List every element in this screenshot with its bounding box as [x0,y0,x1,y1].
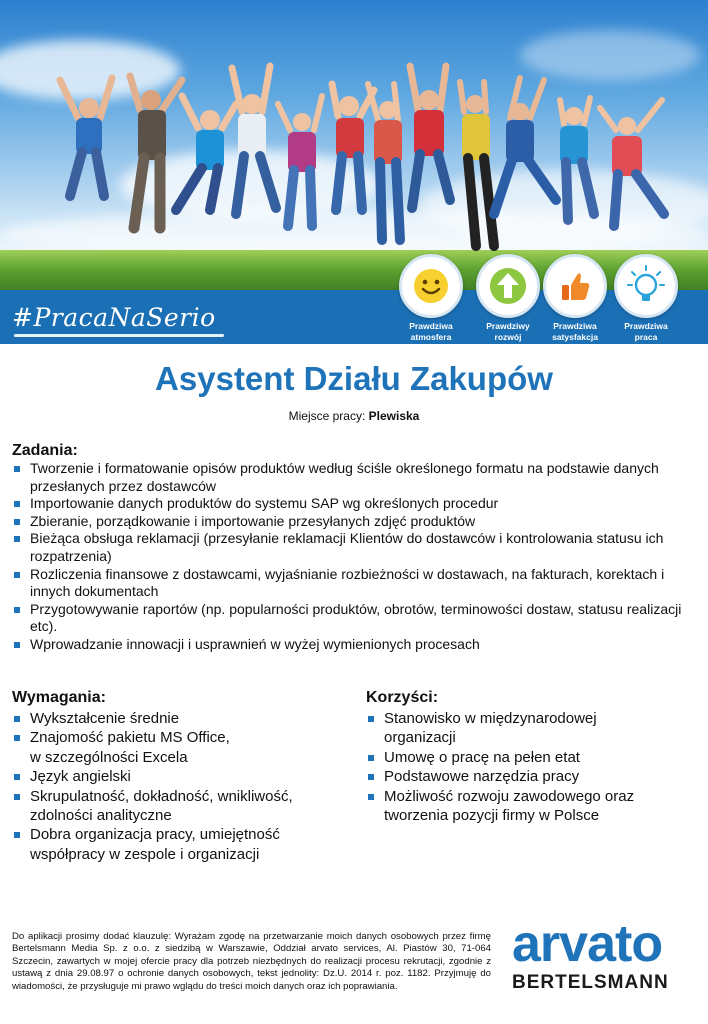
badge-label-line2: praca [634,332,658,342]
job-location [0,409,708,423]
hashtag-underline [14,334,224,337]
badge-label-line1: Prawdziwa [553,321,597,331]
list-item: Znajomość pakietu MS Office, w szczególności Excela [12,728,342,767]
list-item: Język angielski [12,767,342,786]
arvato-bertelsmann-logo [512,915,692,994]
benefits-list [366,709,686,825]
list-item: Wprowadzanie innowacji i usprawnień w wyżej wymienionych procesach [12,636,696,654]
list-item: Podstawowe narzędzia pracy [366,767,686,786]
arrow-up-icon [476,254,540,318]
list-item: Tworzenie i formatowanie opisów produktów według ściśle określonego formatu na podstawie danych przesłanych przez dostawców [12,460,696,495]
thumbs-up-icon [543,254,607,318]
list-item: Dobra organizacja pracy, umiejętność współpracy w zespole i organizacji [12,825,342,864]
list-item: Zbieranie, porządkowanie i importowanie przesyłanych zdjęć produktów [12,513,696,531]
smiley-icon [399,254,463,318]
benefits-heading: Korzyści: [366,689,439,706]
badge-atmosfera [399,254,463,343]
badge-label-line1: Prawdziwa [624,321,668,331]
tasks-heading: Zadania: [12,442,78,459]
requirements-heading: Wymagania: [12,689,106,706]
list-item: Importowanie danych produktów do systemu SAP wg określonych procedur [12,495,696,513]
badge-label-line1: Prawdziwa [409,321,453,331]
tasks-list [12,460,696,654]
list-item: Umowę o pracę na pełen etat [366,748,686,767]
jumping-people-photo [0,0,708,292]
job-title: Asystent Działu Zakupów [155,360,553,397]
badge-rozwoj [476,254,540,343]
job-location-value: Plewiska [368,409,420,423]
job-location-label: Miejsce pracy: [288,409,369,423]
list-item: Stanowisko w międzynarodowej organizacji [366,709,686,748]
hero-banner [0,0,708,344]
list-item: Rozliczenia finansowe z dostawcami, wyjaśnianie rozbieżności w dostawach, na fakturach, korektach i innych dokumentach [12,566,696,601]
hashtag-text: #PracaNaSerio [12,303,216,332]
list-item: Wykształcenie średnie [12,709,342,728]
badge-satysfakcja [543,254,607,343]
list-item: Bieżąca obsługa reklamacji (przesyłanie reklamacji Klientów do dostawców i kontrolowania statusu ich rozpatrzenia) [12,530,696,565]
lightbulb-icon [614,254,678,318]
badge-label-line2: satysfakcja [552,332,598,342]
badge-label-line2: atmosfera [410,332,452,342]
logo-arvato-text: arvato [512,915,663,973]
requirements-list [12,709,342,864]
list-item: Przygotowywanie raportów (np. popularności produktów, obrotów, terminowości dostaw, statusu realizacji etc). [12,601,696,636]
badge-praca [614,254,678,343]
list-item: Możliwość rozwoju zawodowego oraz tworzenia pozycji firmy w Polsce [366,787,686,826]
consent-clause: Do aplikacji prosimy dodać klauzulę: Wyrażam zgodę na przetwarzanie moich danych osobowych przez firmę Bertelsmann Media Sp. z o.o. z siedzibą w Warszawie, Oddział arvato services, Al. Piastów 30, 71-064 Szczecin, zawartych w mojej ofercie pracy dla potrzeb niezbędnych do realizacji procesu rekrutacji, zgodnie z ustawą z dnia 29.08.97 o ochronie danych osobowych, tekst jednolity: Dz.U. 2014 r. poz. 1182. Przyjmuję do wiadomości, że przysługuje mi prawo wglądu do treści moich danych oraz ich poprawiania. [12,931,491,992]
badge-label-line1: Prawdziwy [486,321,530,331]
logo-bertelsmann-text: BERTELSMANN [512,972,669,993]
badge-label-line2: rozwój [494,332,522,342]
list-item: Skrupulatność, dokładność, wnikliwość, zdolności analityczne [12,787,342,826]
